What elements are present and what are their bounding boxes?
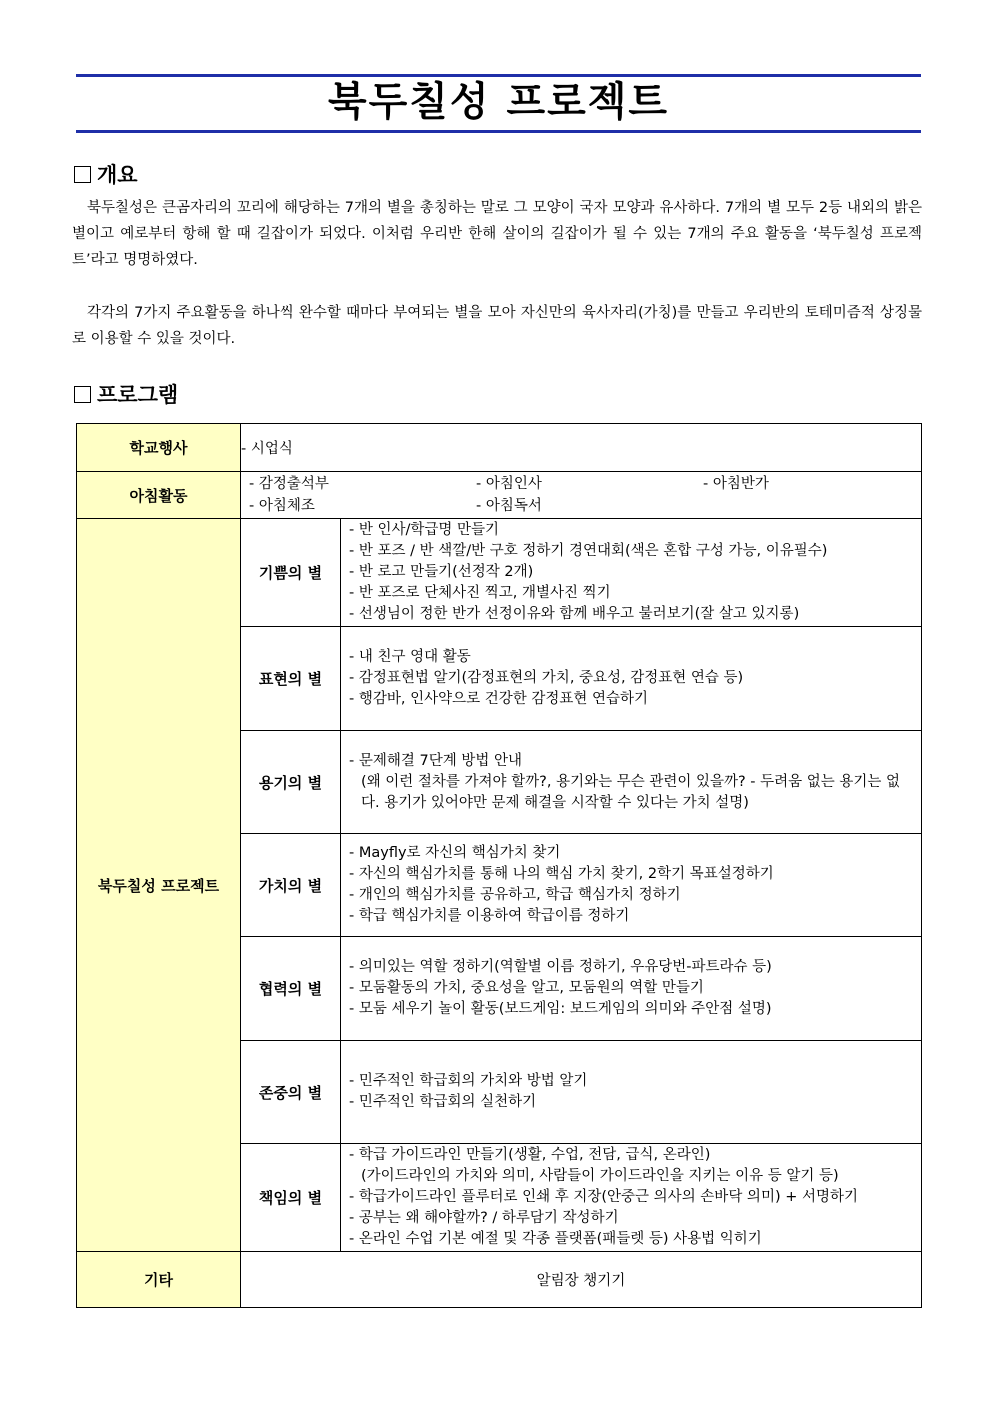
morning-row-1 — [241, 473, 921, 495]
star-name-respect: 존중의 별 — [241, 1041, 341, 1144]
list-item: - 아침반가 — [703, 476, 769, 492]
list-item: - 선생님이 정한 반가 선정이유와 함께 배우고 불러보기(잘 살고 있지롱) — [349, 606, 800, 622]
list-item: - 감정표현법 알기(감정표현의 가치, 중요성, 감정표현 연습 등) — [349, 670, 744, 686]
list-item: - 학급 핵심가치를 이용하여 학급이름 정하기 — [349, 908, 630, 924]
star-activities-respect — [341, 1041, 922, 1144]
etc-value: 알림장 챙기기 — [241, 1252, 922, 1308]
star-activities-joy — [341, 519, 922, 627]
list-item: (왜 이런 절차를 가져야 할까?, 용기와는 무슨 관련이 있을까? - 두려움 없는 용기는 없다. 용기가 있어야만 문제 해결을 시작할 수 있다는 가치 설명) — [361, 773, 901, 811]
list-item: - 행감바, 인사약으로 건강한 감정표현 연습하기 — [349, 691, 649, 707]
page-title: 북두칠성 프로젝트 — [327, 79, 670, 125]
overview-heading-text: 개요 — [97, 163, 138, 187]
program-table — [76, 423, 922, 1308]
list-item: - 모둠활동의 가치, 중요성을 알고, 모둠원의 역할 만들기 — [349, 980, 704, 996]
project-label: 북두칠성 프로젝트 — [77, 519, 241, 1252]
square-bullet-icon — [74, 386, 91, 403]
list-item: - 온라인 수업 기본 예절 및 각종 플랫폼(패들렛 등) 사용법 익히기 — [349, 1231, 762, 1247]
star-activities-cooperation — [341, 937, 922, 1041]
list-item: - 민주적인 학급회의 실천하기 — [349, 1094, 537, 1110]
star-activities-courage — [341, 731, 922, 834]
morning-activity-cell — [241, 472, 922, 519]
list-item: - 아침인사 — [476, 476, 542, 492]
list-item: - 아침독서 — [476, 498, 542, 514]
list-item: - 반 인사/학급명 만들기 — [349, 522, 500, 538]
star-activities-expression — [341, 627, 922, 731]
list-item: - Mayfly로 자신의 핵심가치 찾기 — [349, 845, 561, 861]
table-row — [77, 519, 922, 627]
program-heading-text: 프로그램 — [97, 383, 179, 407]
star-activities-responsibility — [341, 1144, 922, 1252]
list-item: - 반 포즈 / 반 색깔/반 구호 정하기 경연대회(색은 혼합 구성 가능, 이유필수) — [349, 543, 828, 559]
star-name-value: 가치의 별 — [241, 834, 341, 937]
list-item: - 학급 가이드라인 만들기(생활, 수업, 전담, 급식, 온라인) — [349, 1147, 711, 1163]
overview-paragraph-2: 각각의 7가지 주요활동을 하나씩 완수할 때마다 부여되는 별을 모아 자신만의 육사자리(가칭)를 만들고 우리반의 토테미즘적 상징물로 이용할 수 있을 것이다. — [72, 305, 922, 347]
list-item: - 아침체조 — [249, 498, 315, 514]
list-item: - 학급가이드라인 플루터로 인쇄 후 지장(안중근 의사의 손바닥 의미) + 서명하기 — [349, 1189, 859, 1205]
list-item: - 반 포즈로 단체사진 찍고, 개별사진 찍기 — [349, 585, 611, 601]
list-item: - 감정출석부 — [249, 476, 329, 492]
school-event-label: 학교행사 — [77, 424, 241, 472]
table-row — [77, 1252, 922, 1308]
title-rule-bottom — [76, 130, 921, 133]
list-item: - 공부는 왜 해야할까? / 하루담기 작성하기 — [349, 1210, 619, 1226]
list-item: (가이드라인의 가치와 의미, 사람들이 가이드라인을 지키는 이유 등 알기 등) — [361, 1168, 839, 1184]
list-item: - 의미있는 역할 정하기(역할별 이름 정하기, 우유당번-파트라슈 등) — [349, 959, 772, 975]
overview-heading — [74, 162, 138, 188]
list-item: - 문제해결 7단계 방법 안내 — [349, 752, 522, 769]
star-name-responsibility: 책임의 별 — [241, 1144, 341, 1252]
etc-label: 기타 — [77, 1252, 241, 1308]
list-item: - 민주적인 학급회의 가치와 방법 알기 — [349, 1073, 588, 1089]
list-item: - 내 친구 영대 활동 — [349, 649, 471, 665]
list-item: - 자신의 핵심가치를 통해 나의 핵심 가치 찾기, 2학기 목표설정하기 — [349, 866, 774, 882]
program-heading — [74, 382, 178, 408]
star-name-cooperation: 협력의 별 — [241, 937, 341, 1041]
list-item: - 반 로고 만들기(선정작 2개) — [349, 564, 534, 580]
school-event-value: - 시업식 — [241, 424, 922, 472]
overview-paragraph-1: 북두칠성은 큰곰자리의 꼬리에 해당하는 7개의 별을 총칭하는 말로 그 모양이 국자 모양과 유사하다. 7개의 별 모두 2등 내외의 밝은 별이고 예로부터 항해 할 때 길잡이가 되었다. 이처럼 우리반 한해 살이의 길잡이가 될 수 있는 7개의 주요 활동을 ‘북두칠성 프로젝트’라고 명명하였다. — [72, 200, 922, 268]
star-name-expression: 표현의 별 — [241, 627, 341, 731]
star-name-joy: 기쁨의 별 — [241, 519, 341, 627]
list-item: - 모둠 세우기 놀이 활동(보드게임: 보드게임의 의미와 주안점 설명) — [349, 1001, 772, 1017]
table-row — [77, 424, 922, 472]
star-activities-value — [341, 834, 922, 937]
morning-activity-label: 아침활동 — [77, 472, 241, 519]
table-row — [77, 472, 922, 519]
list-item: - 개인의 핵심가치를 공유하고, 학급 핵심가치 정하기 — [349, 887, 681, 903]
morning-row-2 — [241, 495, 921, 517]
square-bullet-icon — [74, 166, 91, 183]
star-name-courage: 용기의 별 — [241, 731, 341, 834]
